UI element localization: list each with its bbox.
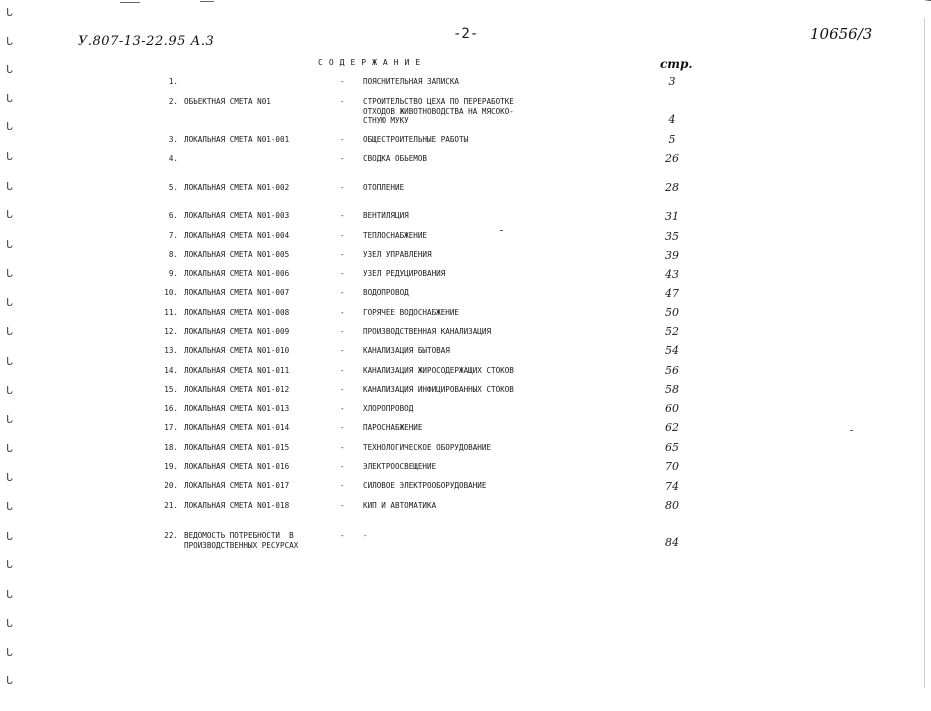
entry-description: ОБЩЕСТРОИТЕЛЬНЫЕ РАБОТЫ bbox=[363, 135, 469, 144]
page-column-header: стр. bbox=[660, 57, 693, 71]
entry-dash: - bbox=[340, 231, 345, 240]
entry-reference: ЛОКАЛЬНАЯ СМЕТА N01-004 bbox=[184, 231, 290, 240]
scan-edge-line bbox=[924, 18, 925, 688]
entry-number: 6. bbox=[168, 211, 178, 220]
entry-page: 52 bbox=[665, 325, 679, 338]
entry-reference: ВЕДОМОСТЬ ПОТРЕБНОСТИ В ПРОИЗВОДСТВЕННЫХ РЕСУРСАХ bbox=[184, 531, 299, 550]
archive-number: 10656/3 bbox=[810, 25, 873, 43]
entry-dash: - bbox=[340, 288, 345, 297]
scan-speck bbox=[850, 430, 853, 431]
entry-page: 5 bbox=[668, 133, 676, 146]
entry-number: 16. bbox=[164, 404, 178, 413]
entry-description: ПРОИЗВОДСТВЕННАЯ КАНАЛИЗАЦИЯ bbox=[363, 327, 492, 336]
entry-description: УЗЕЛ УПРАВЛЕНИЯ bbox=[363, 250, 432, 259]
entry-description: ЭЛЕКТРООСВЕЩЕНИЕ bbox=[363, 462, 437, 471]
entry-reference: ЛОКАЛЬНАЯ СМЕТА N01-016 bbox=[184, 462, 290, 471]
entry-page: 80 bbox=[665, 499, 679, 512]
entry-page: 43 bbox=[665, 268, 679, 281]
entry-number: 13. bbox=[164, 346, 178, 355]
entry-dash: - bbox=[340, 501, 345, 510]
entry-reference: ЛОКАЛЬНАЯ СМЕТА N01-001 bbox=[184, 135, 290, 144]
entry-reference: ЛОКАЛЬНАЯ СМЕТА N01-009 bbox=[184, 327, 290, 336]
entry-number: 21. bbox=[164, 501, 178, 510]
entry-dash: - bbox=[340, 531, 345, 540]
entry-page: 39 bbox=[665, 249, 679, 262]
entry-page: 84 bbox=[665, 536, 679, 549]
entry-number: 14. bbox=[164, 366, 178, 375]
entry-number: 3. bbox=[168, 135, 178, 144]
entry-number: 4. bbox=[168, 154, 178, 163]
entry-description: КАНАЛИЗАЦИЯ ЖИРОСОДЕРЖАЩИХ СТОКОВ bbox=[363, 366, 514, 375]
entry-reference: ЛОКАЛЬНАЯ СМЕТА N01-013 bbox=[184, 404, 290, 413]
entry-description: ПАРОСНАБЖЕНИЕ bbox=[363, 423, 423, 432]
entry-reference: ЛОКАЛЬНАЯ СМЕТА N01-006 bbox=[184, 269, 290, 278]
entry-description: - bbox=[363, 531, 368, 540]
entry-reference: ЛОКАЛЬНАЯ СМЕТА N01-014 bbox=[184, 423, 290, 432]
entry-number: 7. bbox=[168, 231, 178, 240]
entry-page: 58 bbox=[665, 383, 679, 396]
entry-page: 56 bbox=[665, 364, 679, 377]
page-corner-fold bbox=[900, 0, 931, 11]
entry-page: 60 bbox=[665, 402, 679, 415]
entry-dash: - bbox=[340, 135, 345, 144]
entry-dash: - bbox=[340, 327, 345, 336]
entry-dash: - bbox=[340, 97, 345, 106]
entry-page: 62 bbox=[665, 421, 679, 434]
binding-holes: ᒐ ᒐ ᒐ ᒐ ᒐ ᒐ ᒐ ᒐ ᒐ ᒐ ᒐ ᒐ ᒐ ᒐ ᒐ ᒐ ᒐ ᒐ ᒐ ᒐ ᒐ ᒐ ᒐ ᒐ bbox=[6, 6, 13, 687]
entry-dash: - bbox=[340, 77, 345, 86]
entry-page: 35 bbox=[665, 230, 679, 243]
entry-number: 11. bbox=[164, 308, 178, 317]
entry-description: КАНАЛИЗАЦИЯ БЫТОВАЯ bbox=[363, 346, 450, 355]
entry-number: 17. bbox=[164, 423, 178, 432]
entry-reference: ЛОКАЛЬНАЯ СМЕТА N01-018 bbox=[184, 501, 290, 510]
entry-description: СИЛОВОЕ ЭЛЕКТРООБОРУДОВАНИЕ bbox=[363, 481, 487, 490]
scan-speck bbox=[200, 1, 214, 2]
entry-dash: - bbox=[340, 366, 345, 375]
entry-dash: - bbox=[340, 154, 345, 163]
entry-number: 22. bbox=[164, 531, 178, 540]
document-code: У.807-13-22.95 А.3 bbox=[78, 34, 215, 49]
entry-description: КАНАЛИЗАЦИЯ ИНФИЦИРОВАННЫХ СТОКОВ bbox=[363, 385, 514, 394]
entry-dash: - bbox=[340, 269, 345, 278]
entry-number: 10. bbox=[164, 288, 178, 297]
entry-number: 12. bbox=[164, 327, 178, 336]
entry-dash: - bbox=[340, 423, 345, 432]
scan-speck bbox=[500, 230, 503, 231]
entry-page: 31 bbox=[665, 210, 679, 223]
entry-number: 8. bbox=[168, 250, 178, 259]
entry-number: 15. bbox=[164, 385, 178, 394]
page-number: -2- bbox=[453, 26, 479, 42]
entry-description: СТРОИТЕЛЬСТВО ЦЕХА ПО ПЕРЕРАБОТКЕ ОТХОДОВ ЖИВОТНОВОДСТВА НА МЯСОКО- СТНУЮ МУКУ bbox=[363, 97, 514, 125]
entry-reference: ЛОКАЛЬНАЯ СМЕТА N01-011 bbox=[184, 366, 290, 375]
entry-page: 47 bbox=[665, 287, 679, 300]
entry-reference: ЛОКАЛЬНАЯ СМЕТА N01-003 bbox=[184, 211, 290, 220]
entry-reference: ЛОКАЛЬНАЯ СМЕТА N01-012 bbox=[184, 385, 290, 394]
entry-page: 3 bbox=[668, 75, 676, 88]
entry-dash: - bbox=[340, 481, 345, 490]
entry-number: 19. bbox=[164, 462, 178, 471]
entry-description: ТЕХНОЛОГИЧЕСКОЕ ОБОРУДОВАНИЕ bbox=[363, 443, 492, 452]
entry-description: ПОЯСНИТЕЛЬНАЯ ЗАПИСКА bbox=[363, 77, 460, 86]
entry-dash: - bbox=[340, 385, 345, 394]
entry-dash: - bbox=[340, 462, 345, 471]
entry-dash: - bbox=[340, 346, 345, 355]
entry-reference: ЛОКАЛЬНАЯ СМЕТА N01-015 bbox=[184, 443, 290, 452]
entry-reference: ЛОКАЛЬНАЯ СМЕТА N01-002 bbox=[184, 183, 290, 192]
entry-dash: - bbox=[340, 250, 345, 259]
toc-title: СОДЕРЖАНИЕ bbox=[318, 58, 427, 67]
entry-page: 26 bbox=[665, 152, 679, 165]
entry-reference: ЛОКАЛЬНАЯ СМЕТА N01-008 bbox=[184, 308, 290, 317]
entry-description: ГОРЯЧЕЕ ВОДОСНАБЖЕНИЕ bbox=[363, 308, 460, 317]
entry-page: 65 bbox=[665, 441, 679, 454]
entry-dash: - bbox=[340, 404, 345, 413]
entry-number: 2. bbox=[168, 97, 178, 106]
entry-dash: - bbox=[340, 308, 345, 317]
entry-page: 28 bbox=[665, 181, 679, 194]
entry-number: 20. bbox=[164, 481, 178, 490]
entry-reference: ЛОКАЛЬНАЯ СМЕТА N01-010 bbox=[184, 346, 290, 355]
scan-speck bbox=[120, 2, 140, 3]
entry-dash: - bbox=[340, 443, 345, 452]
entry-reference: ОБЬЕКТНАЯ СМЕТА N01 bbox=[184, 97, 271, 106]
entry-description: ХЛОРОПРОВОД bbox=[363, 404, 414, 413]
entry-number: 9. bbox=[168, 269, 178, 278]
entry-description: ОТОПЛЕНИЕ bbox=[363, 183, 405, 192]
entry-page: 74 bbox=[665, 480, 679, 493]
entry-description: ТЕПЛОСНАБЖЕНИЕ bbox=[363, 231, 428, 240]
entry-description: ВОДОПРОВОД bbox=[363, 288, 409, 297]
entry-page: 4 bbox=[668, 113, 676, 126]
entry-page: 54 bbox=[665, 344, 679, 357]
entry-dash: - bbox=[340, 211, 345, 220]
entry-reference: ЛОКАЛЬНАЯ СМЕТА N01-005 bbox=[184, 250, 290, 259]
entry-description: КИП И АВТОМАТИКА bbox=[363, 501, 437, 510]
entry-page: 70 bbox=[665, 460, 679, 473]
entry-description: УЗЕЛ РЕДУЦИРОВАНИЯ bbox=[363, 269, 446, 278]
entry-number: 18. bbox=[164, 443, 178, 452]
entry-number: 1. bbox=[168, 77, 178, 86]
entry-page: 50 bbox=[665, 306, 679, 319]
entry-number: 5. bbox=[168, 183, 178, 192]
entry-reference: ЛОКАЛЬНАЯ СМЕТА N01-007 bbox=[184, 288, 290, 297]
entry-description: ВЕНТИЛЯЦИЯ bbox=[363, 211, 409, 220]
entry-description: СВОДКА ОБЬЕМОВ bbox=[363, 154, 428, 163]
entry-dash: - bbox=[340, 183, 345, 192]
entry-reference: ЛОКАЛЬНАЯ СМЕТА N01-017 bbox=[184, 481, 290, 490]
